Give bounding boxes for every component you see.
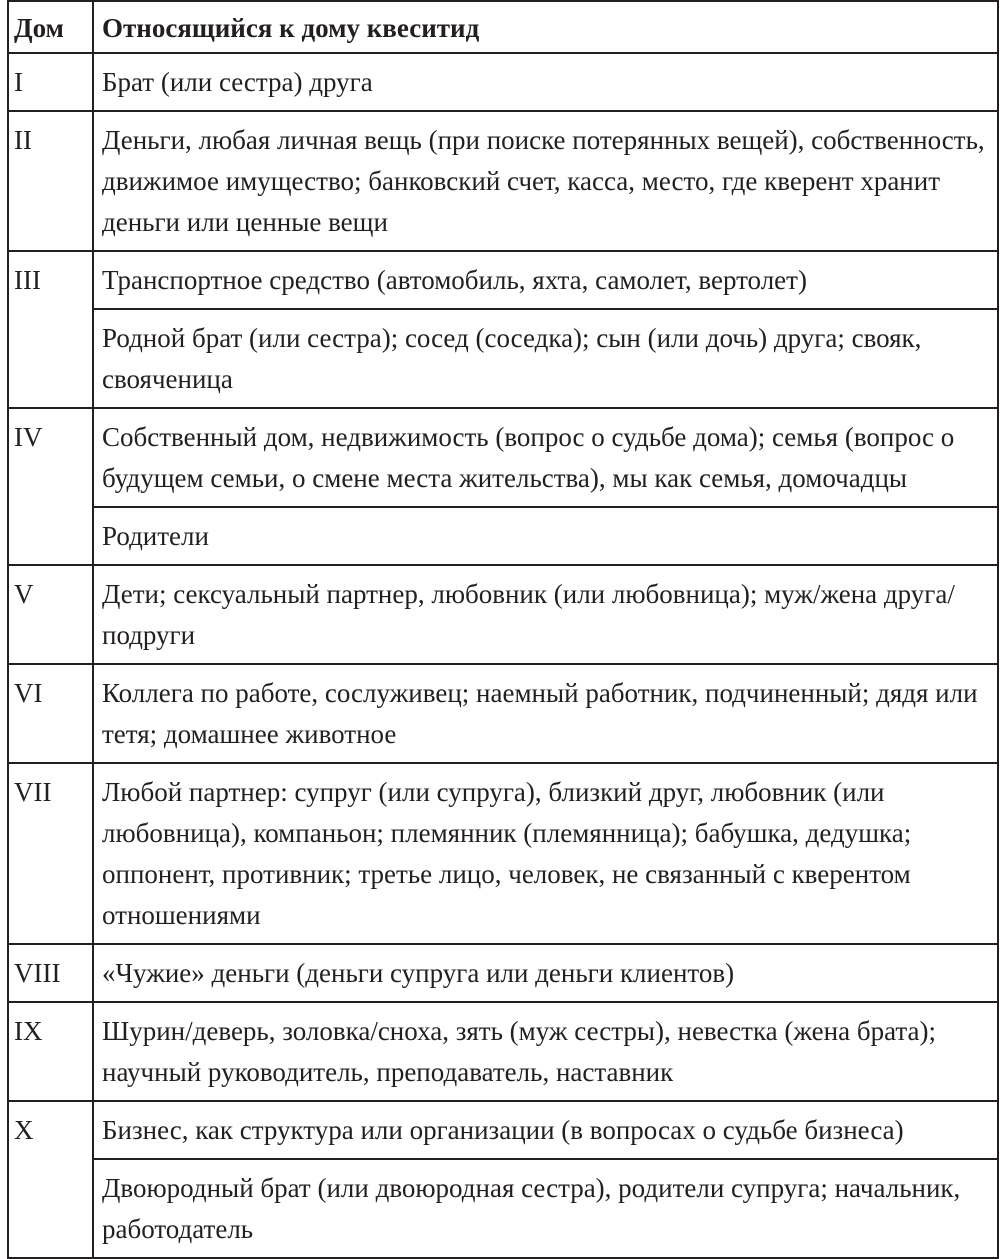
significator-cell: Дети; сексуальный партнер, любовник (или любовница); муж/жена друга/подруги bbox=[93, 565, 998, 664]
table-row bbox=[8, 1159, 998, 1258]
table-row bbox=[8, 507, 998, 565]
table-row bbox=[8, 763, 998, 944]
house-number: I bbox=[8, 53, 93, 111]
significator-cell: «Чужие» деньги (деньги супруга или деньги клиентов) bbox=[93, 944, 998, 1002]
table-row bbox=[8, 408, 998, 507]
house-number: VI bbox=[8, 664, 93, 763]
table-row bbox=[8, 309, 998, 408]
significator-cell: Бизнес, как структура или организации (в вопросах о судьбе бизнеса) bbox=[93, 1101, 998, 1159]
significator-cell: Любой партнер: супруг (или супруга), близкий друг, любовник (или любовница), компаньон; племянник (племянница); бабушка, дедушка; оппонент, противник; третье лицо, человек, не связанный с кверентом отношениями bbox=[93, 763, 998, 944]
table-row bbox=[8, 111, 998, 251]
significator-cell: Деньги, любая личная вещь (при поиске потерянных вещей), собственность, движимое имущество; банковский счет, касса, место, где кверент хранит деньги или ценные вещи bbox=[93, 111, 998, 251]
house-number: VIII bbox=[8, 944, 93, 1002]
house-number: III bbox=[8, 251, 93, 408]
header-row bbox=[8, 1, 998, 53]
significator-cell: Собственный дом, недвижимость (вопрос о судьбе дома); семья (вопрос о будущем семьи, о смене места жительства), мы как семья, домочадцы bbox=[93, 408, 998, 507]
table-row bbox=[8, 664, 998, 763]
significator-cell: Шурин/деверь, золовка/сноха, зять (муж сестры), невестка (жена брата); научный руководитель, преподаватель, наставник bbox=[93, 1002, 998, 1101]
houses-table bbox=[7, 0, 999, 1259]
table-row bbox=[8, 1002, 998, 1101]
table-row bbox=[8, 53, 998, 111]
significator-cell: Родной брат (или сестра); сосед (соседка); сын (или дочь) друга; свояк, свояченица bbox=[93, 309, 998, 408]
significator-cell: Коллега по работе, сослуживец; наемный работник, подчиненный; дядя или тетя; домашнее животное bbox=[93, 664, 998, 763]
header-house: Дом bbox=[8, 1, 93, 53]
header-significator: Относящийся к дому квеситид bbox=[93, 1, 998, 53]
significator-cell: Транспортное средство (автомобиль, яхта, самолет, вертолет) bbox=[93, 251, 998, 309]
table-row bbox=[8, 1101, 998, 1159]
house-number: II bbox=[8, 111, 93, 251]
house-number: IX bbox=[8, 1002, 93, 1101]
table-row bbox=[8, 944, 998, 1002]
table-row bbox=[8, 251, 998, 309]
significator-cell: Двоюродный брат (или двоюродная сестра), родители супруга; начальник, работодатель bbox=[93, 1159, 998, 1258]
house-number: X bbox=[8, 1101, 93, 1258]
house-number: VII bbox=[8, 763, 93, 944]
significator-cell: Родители bbox=[93, 507, 998, 565]
significator-cell: Брат (или сестра) друга bbox=[93, 53, 998, 111]
table-row bbox=[8, 565, 998, 664]
house-number: IV bbox=[8, 408, 93, 565]
house-number: V bbox=[8, 565, 93, 664]
